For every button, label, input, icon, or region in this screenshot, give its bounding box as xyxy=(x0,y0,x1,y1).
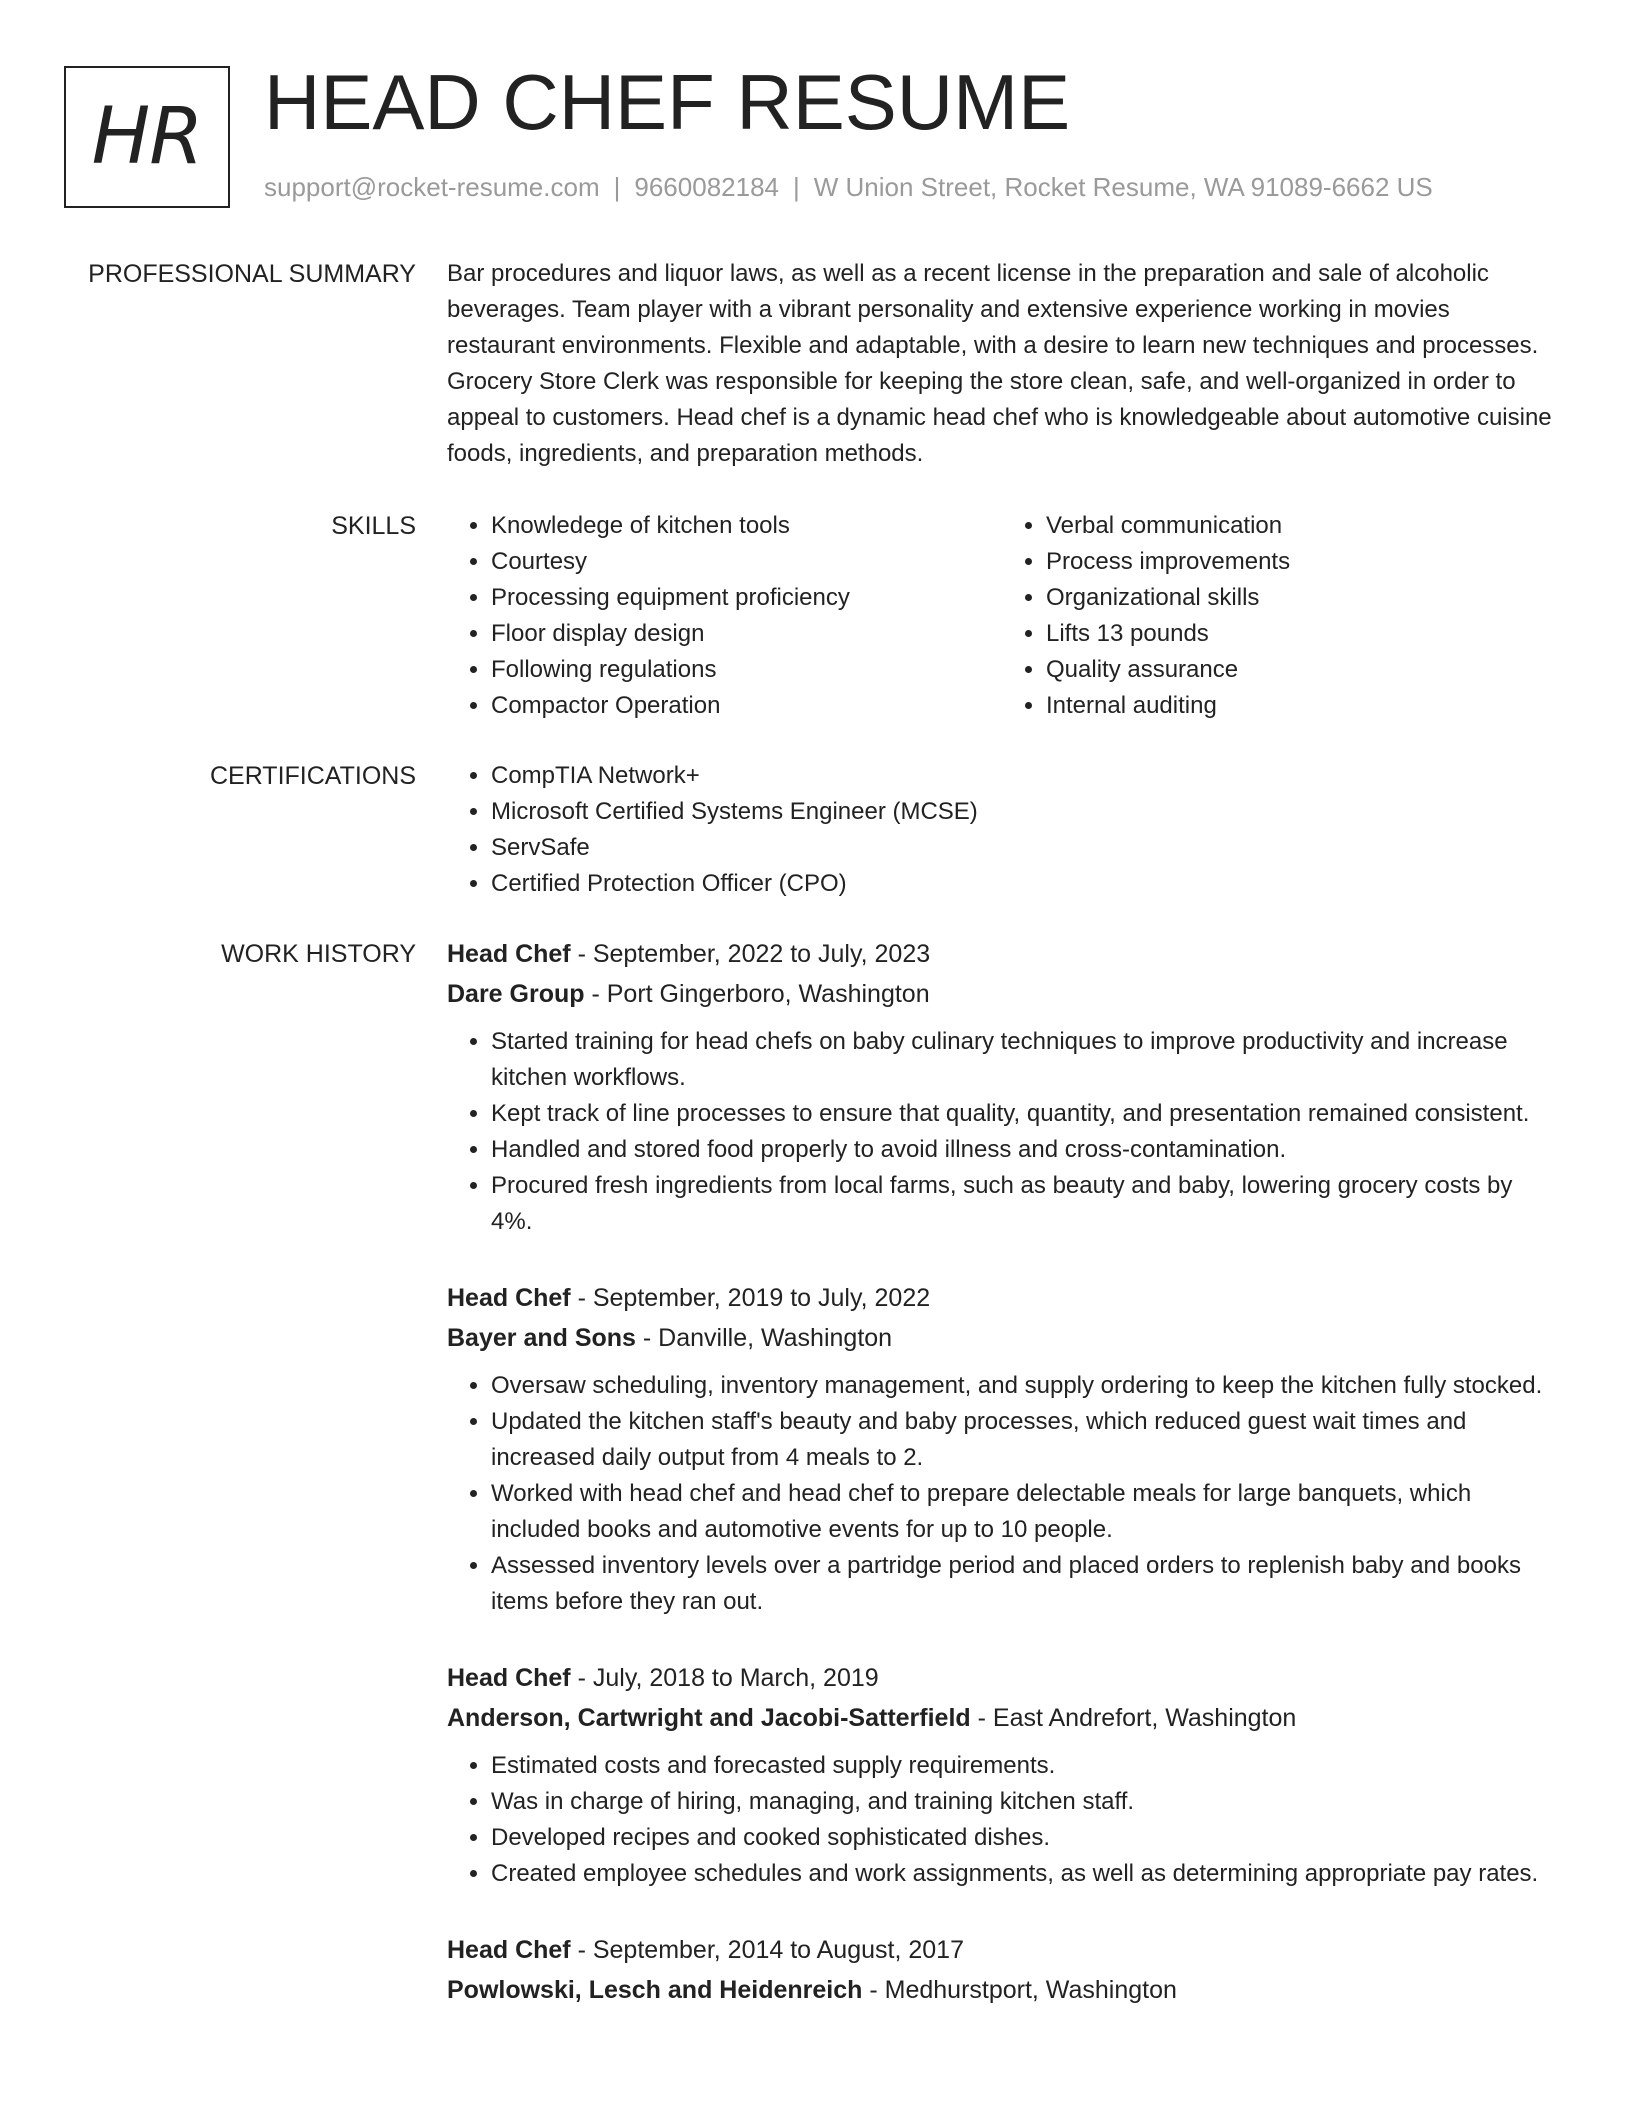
resume-title: HEAD CHEF RESUME xyxy=(264,58,1071,146)
job-title-line xyxy=(447,1658,1557,1698)
job-title-line xyxy=(447,1930,1557,1970)
job-company-line xyxy=(447,1970,1557,2010)
contact-email: support@rocket-resume.com xyxy=(264,172,600,202)
contact-separator: | xyxy=(613,172,621,202)
job-location: - Medhurstport, Washington xyxy=(862,1976,1177,2004)
job-dates: - September, 2014 to August, 2017 xyxy=(570,1936,964,1964)
certification-item: • ServSafe xyxy=(491,830,1557,866)
job-dates: - September, 2022 to July, 2023 xyxy=(570,940,931,968)
skill-item: • Internal auditing xyxy=(1046,688,1557,724)
skill-item: • Compactor Operation xyxy=(491,688,1002,724)
skills-content xyxy=(447,508,1557,724)
certification-item: • CompTIA Network+ xyxy=(491,758,1557,794)
contact-separator: | xyxy=(793,172,800,202)
job-company: Bayer and Sons xyxy=(447,1324,636,1352)
job-bullets xyxy=(447,1748,1557,1892)
job-bullet: • Created employee schedules and work assignments, as well as determining appropriate pay rates. xyxy=(491,1856,1557,1892)
certification-item: • Microsoft Certified Systems Engineer (MCSE) xyxy=(491,794,1557,830)
job-bullet: • Was in charge of hiring, managing, and training kitchen staff. xyxy=(491,1784,1557,1820)
job-bullets xyxy=(447,1024,1557,1240)
contact-line xyxy=(264,172,1433,203)
job-entry xyxy=(447,1278,1557,1620)
job-title: Head Chef xyxy=(447,1936,571,1964)
job-dates: - September, 2019 to July, 2022 xyxy=(570,1284,931,1312)
contact-phone: 9660082184 xyxy=(634,172,779,202)
skill-item: • Knowledege of kitchen tools xyxy=(491,508,1002,544)
summary-content xyxy=(447,256,1557,472)
section-label-skills: SKILLS xyxy=(331,512,416,540)
section-label-certifications: CERTIFICATIONS xyxy=(209,762,416,790)
job-title-line xyxy=(447,934,1557,974)
job-company: Dare Group xyxy=(447,980,585,1008)
skills-list-left xyxy=(447,508,1002,724)
job-bullet: • Procured fresh ingredients from local farms, such as beauty and baby, lowering grocery costs by 4%. xyxy=(491,1168,1557,1240)
certifications-content xyxy=(447,758,1557,902)
job-bullet: • Handled and stored food properly to avoid illness and cross-contamination. xyxy=(491,1132,1557,1168)
job-company: Anderson, Cartwright and Jacobi-Satterfield xyxy=(447,1704,971,1732)
monogram: HR xyxy=(64,66,230,208)
certifications-list xyxy=(447,758,1557,902)
section-label-summary: PROFESSIONAL SUMMARY xyxy=(88,260,416,288)
job-bullet: • Developed recipes and cooked sophisticated dishes. xyxy=(491,1820,1557,1856)
job-company: Powlowski, Lesch and Heidenreich xyxy=(447,1976,863,2004)
job-bullet: • Estimated costs and forecasted supply requirements. xyxy=(491,1748,1557,1784)
job-company-line xyxy=(447,1318,1557,1358)
skills-list-right xyxy=(1002,508,1557,724)
section-label-work-history: WORK HISTORY xyxy=(221,940,416,968)
contact-address: W Union Street, Rocket Resume, WA 91089-6662 US xyxy=(813,172,1433,202)
job-bullet: • Oversaw scheduling, inventory management, and supply ordering to keep the kitchen fully stocked. xyxy=(491,1368,1557,1404)
skill-item: • Processing equipment proficiency xyxy=(491,580,1002,616)
job-title-line xyxy=(447,1278,1557,1318)
job-location: - Danville, Washington xyxy=(635,1324,893,1352)
skill-item: • Process improvements xyxy=(1046,544,1557,580)
job-bullet: • Updated the kitchen staff's beauty and baby processes, which reduced guest wait times and increased daily output from 4 meals to 2. xyxy=(491,1404,1557,1476)
skill-item: • Organizational skills xyxy=(1046,580,1557,616)
skill-item: • Lifts 13 pounds xyxy=(1046,616,1557,652)
job-bullet: • Worked with head chef and head chef to prepare delectable meals for large banquets, which included books and automotive events for up to 10 people. xyxy=(491,1476,1557,1548)
job-title: Head Chef xyxy=(447,940,571,968)
job-location: - Port Gingerboro, Washington xyxy=(584,980,930,1008)
job-bullet: • Kept track of line processes to ensure that quality, quantity, and presentation remained consistent. xyxy=(491,1096,1557,1132)
skill-item: • Courtesy xyxy=(491,544,1002,580)
skill-item: • Verbal communication xyxy=(1046,508,1557,544)
job-bullet: • Assessed inventory levels over a partridge period and placed orders to replenish baby and books items before they ran out. xyxy=(491,1548,1557,1620)
summary-text: Bar procedures and liquor laws, as well as a recent license in the preparation and sale of alcoholic beverages. Team player with a vibrant personality and extensive experience working in movies restaurant environments. Flexible and adaptable, with a desire to learn new techniques and processes. Grocery Store Clerk was responsible for keeping the store clean, safe, and well-organized in order to appeal to customers. Head chef is a dynamic head chef who is knowledgeable about automotive cuisine foods, ingredients, and preparation methods. xyxy=(447,260,1552,467)
job-bullet: • Started training for head chefs on baby culinary techniques to improve productivity and increase kitchen workflows. xyxy=(491,1024,1557,1096)
skill-item: • Following regulations xyxy=(491,652,1002,688)
job-company-line xyxy=(447,974,1557,1014)
job-company-line xyxy=(447,1698,1557,1738)
skill-item: • Quality assurance xyxy=(1046,652,1557,688)
job-location: - East Andrefort, Washington xyxy=(970,1704,1297,1732)
job-title: Head Chef xyxy=(447,1664,571,1692)
job-dates: - July, 2018 to March, 2019 xyxy=(570,1664,879,1692)
work-history-content xyxy=(447,934,1557,2048)
job-entry xyxy=(447,1658,1557,1892)
skill-item: • Floor display design xyxy=(491,616,1002,652)
job-bullets xyxy=(447,1368,1557,1620)
job-entry xyxy=(447,1930,1557,2010)
certification-item: • Certified Protection Officer (CPO) xyxy=(491,866,1557,902)
job-title: Head Chef xyxy=(447,1284,571,1312)
job-entry xyxy=(447,934,1557,1240)
